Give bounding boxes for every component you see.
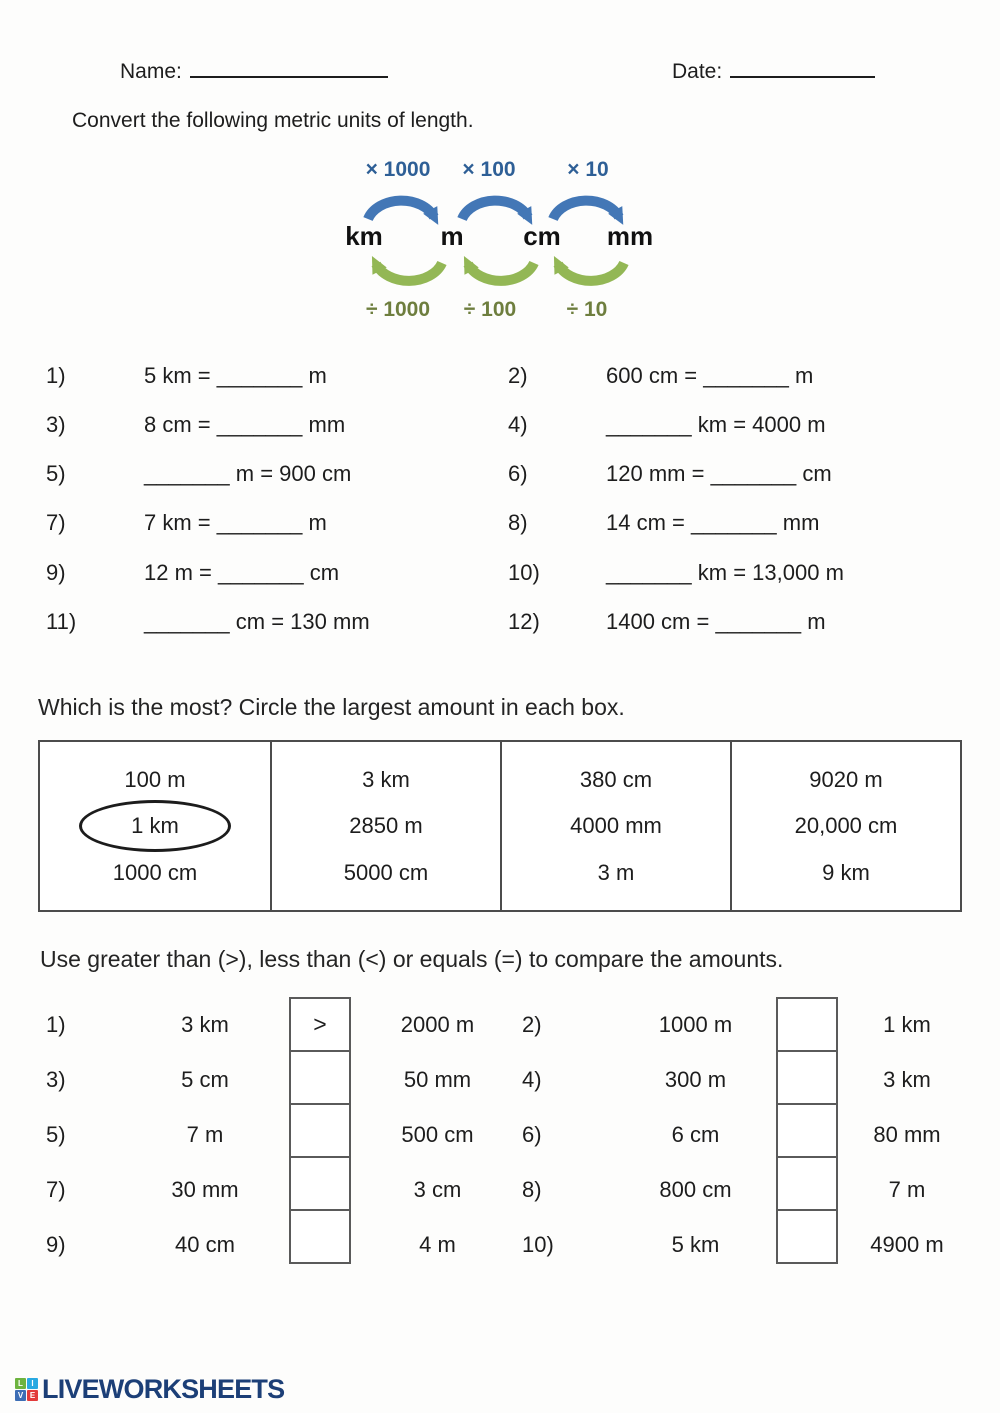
problem-number: 8) (508, 510, 528, 535)
amount-option[interactable]: 9 km (822, 859, 870, 885)
divide-1000-label: ÷ 1000 (365, 298, 431, 321)
divide-100-label: ÷ 100 (463, 298, 517, 321)
date-input-line[interactable] (730, 58, 875, 78)
name-label: Name: (120, 60, 182, 83)
divide-arrow-icon (452, 255, 544, 297)
problem-text (144, 400, 345, 449)
amount-box-3 (500, 742, 730, 910)
instruction-text: Convert the following metric units of length. (72, 109, 474, 132)
unit-km: km (345, 221, 383, 251)
problems-row (0, 498, 1000, 547)
answer-blank[interactable]: _______ (691, 510, 777, 535)
compare-amount: 5 cm (181, 1067, 229, 1092)
problem-text (144, 449, 351, 498)
amount-box-2 (270, 742, 500, 910)
problem-pre: 14 cm = (606, 510, 685, 535)
problem-number: 9) (46, 560, 66, 585)
compare-amount: 3 km (883, 1067, 931, 1092)
divide-10-label: ÷ 10 (566, 298, 608, 321)
comparison-answer-box[interactable] (776, 1103, 838, 1158)
amount-option[interactable]: 3 m (597, 859, 635, 885)
comparison-answer-box[interactable] (289, 1156, 351, 1211)
logo-tile-e: E (27, 1390, 38, 1401)
problem-text (144, 548, 339, 597)
problem-pre: 600 cm = (606, 363, 698, 388)
problem-number: 7) (46, 510, 66, 535)
problem-number: 12) (508, 609, 540, 634)
answer-blank[interactable]: _______ (144, 609, 230, 634)
answer-blank[interactable]: _______ (216, 510, 303, 535)
problems-row (0, 449, 1000, 498)
problems-row (0, 400, 1000, 449)
problem-text (144, 597, 370, 646)
answer-blank[interactable]: _______ (606, 560, 692, 585)
answer-box-column-right (776, 997, 838, 1264)
problem-pre: 12 m = (144, 560, 212, 585)
amount-option[interactable]: 20,000 cm (794, 813, 898, 838)
compare-amount: 5 km (671, 1232, 720, 1257)
problem-post: m (308, 510, 327, 535)
comparison-answer-box[interactable] (776, 1156, 838, 1211)
amount-box-1 (40, 742, 270, 910)
problem-post: m (308, 363, 327, 388)
compare-amount: 80 mm (873, 1122, 941, 1147)
compare-number: 6) (522, 1122, 542, 1147)
problem-pre: 1400 cm = (606, 609, 710, 634)
problem-post: mm (308, 412, 346, 437)
amount-option[interactable]: 380 cm (579, 766, 653, 792)
comparison-answer-box[interactable] (289, 1050, 351, 1105)
compare-amount: 40 cm (175, 1232, 235, 1257)
answer-blank[interactable]: _______ (216, 412, 303, 437)
compare-amount: 2000 m (400, 1012, 475, 1037)
compare-row (0, 997, 1000, 1052)
multiply-1000-label: × 1000 (365, 158, 431, 181)
logo-tiles (15, 1378, 38, 1401)
logo-text: LIVEWORKSHEETS (42, 1374, 285, 1404)
problem-post: cm = 130 mm (235, 609, 370, 634)
compare-number: 5) (46, 1122, 66, 1147)
answer-blank[interactable]: _______ (703, 363, 789, 388)
problem-text (606, 351, 813, 400)
comparison-answer-box[interactable] (289, 1209, 351, 1264)
compare-amount: 7 m (888, 1177, 926, 1202)
compare-amount: 7 m (186, 1122, 224, 1147)
amount-option[interactable]: 1000 cm (112, 859, 198, 885)
compare-amount: 3 km (181, 1012, 229, 1037)
problem-number: 10) (508, 560, 540, 585)
problem-number: 2) (508, 363, 528, 388)
comparison-answer-box[interactable] (776, 1050, 838, 1105)
comparison-answer-box[interactable] (289, 1103, 351, 1158)
problem-pre: 7 km = (144, 510, 211, 535)
compare-amount: 800 cm (659, 1177, 732, 1202)
problem-pre: 120 mm = (606, 461, 705, 486)
divide-arrow-icon (542, 255, 634, 297)
compare-amount: 30 mm (171, 1177, 239, 1202)
compare-number: 4) (522, 1067, 542, 1092)
amount-option-circled[interactable]: 1 km (123, 811, 187, 841)
problem-number: 1) (46, 363, 66, 388)
compare-number: 3) (46, 1067, 66, 1092)
problem-post: m (795, 363, 814, 388)
amount-option[interactable]: 5000 cm (343, 859, 429, 885)
problem-text (144, 351, 327, 400)
compare-section-heading: Use greater than (>), less than (<) or equals (=) to compare the amounts. (40, 946, 784, 972)
amount-option[interactable]: 4000 mm (570, 813, 662, 838)
divide-arrow-icon (360, 255, 452, 297)
problem-post: m (807, 609, 826, 634)
problem-pre: 8 cm = (144, 412, 211, 437)
answer-blank[interactable]: _______ (218, 560, 304, 585)
amount-box-4 (730, 742, 960, 910)
problems-row (0, 597, 1000, 646)
problems-row (0, 351, 1000, 400)
circle-section-heading: Which is the most? Circle the largest amount in each box. (38, 694, 625, 720)
circle-annotation (79, 800, 231, 852)
compare-row (0, 1162, 1000, 1217)
compare-amount: 300 m (664, 1067, 727, 1092)
problem-post: cm (309, 560, 340, 585)
answer-blank[interactable]: _______ (144, 461, 230, 486)
liveworksheets-logo[interactable] (15, 1374, 284, 1405)
problem-number: 4) (508, 412, 528, 437)
compare-row (0, 1217, 1000, 1272)
problem-text (606, 548, 844, 597)
problem-text (606, 400, 826, 449)
unit-cm: cm (523, 221, 561, 251)
problem-number: 5) (46, 461, 66, 486)
compare-amount: 3 cm (413, 1177, 462, 1202)
compare-number: 7) (46, 1177, 66, 1202)
compare-number: 9) (46, 1232, 66, 1257)
circle-table (38, 740, 962, 912)
compare-amount: 50 mm (403, 1067, 472, 1092)
compare-amount: 1 km (883, 1012, 931, 1037)
compare-amount: 500 cm (401, 1122, 474, 1147)
problem-post: cm (802, 461, 832, 486)
amount-option[interactable]: 2850 m (349, 813, 423, 838)
compare-row (0, 1107, 1000, 1162)
problems-row (0, 548, 1000, 597)
problem-post: km = 13,000 m (697, 560, 844, 585)
unit-mm: mm (606, 221, 654, 251)
answer-box-column-left (289, 997, 351, 1264)
comparison-answer-box[interactable]: > (289, 997, 351, 1052)
problem-pre: 5 km = (144, 363, 211, 388)
problem-number: 6) (508, 461, 528, 486)
unit-m: m (440, 221, 464, 251)
answer-blank[interactable]: _______ (606, 412, 692, 437)
problem-text (606, 449, 832, 498)
compare-number: 10) (522, 1232, 554, 1257)
compare-number: 8) (522, 1177, 542, 1202)
logo-tile-i: I (27, 1378, 38, 1389)
answer-blank[interactable]: _______ (715, 609, 802, 634)
compare-amount: 4900 m (870, 1232, 944, 1257)
comparison-answer-box[interactable] (776, 1209, 838, 1264)
multiply-10-label: × 10 (567, 158, 609, 181)
problem-post: m = 900 cm (235, 461, 352, 486)
logo-tile-v: V (15, 1390, 26, 1401)
problem-text (606, 498, 819, 547)
problem-number: 3) (46, 412, 66, 437)
compare-number: 2) (522, 1012, 542, 1037)
amount-option[interactable]: 3 km (362, 766, 410, 792)
compare-row (0, 1052, 1000, 1107)
date-label: Date: (672, 60, 723, 83)
amount-option[interactable]: 100 m (124, 766, 186, 792)
problem-number: 11) (46, 609, 77, 634)
compare-amount: 4 m (419, 1232, 456, 1257)
problem-post: km = 4000 m (697, 412, 826, 437)
problem-text (606, 597, 826, 646)
compare-amount: 1000 m (658, 1012, 733, 1037)
comparison-answer-box[interactable] (776, 997, 838, 1052)
name-input-line[interactable] (190, 58, 388, 78)
multiply-100-label: × 100 (462, 158, 516, 181)
logo-tile-l: L (15, 1378, 26, 1389)
answer-blank[interactable]: _______ (216, 363, 303, 388)
problem-text (144, 498, 327, 547)
compare-amount: 6 cm (671, 1122, 720, 1147)
amount-option[interactable]: 9020 m (809, 766, 883, 792)
problem-post: mm (782, 510, 820, 535)
answer-blank[interactable]: _______ (710, 461, 797, 486)
compare-number: 1) (46, 1012, 66, 1037)
